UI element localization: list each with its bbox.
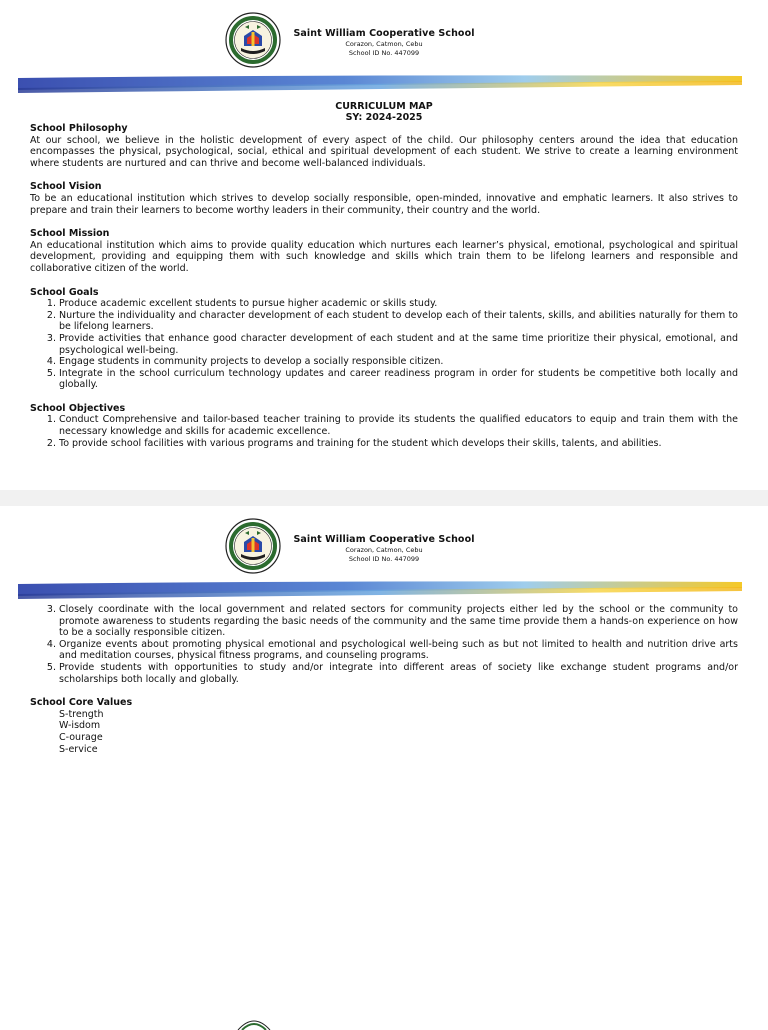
objectives-list-part-1 xyxy=(30,414,738,449)
goals-list xyxy=(30,298,738,391)
school-year: SY: 2024-2025 xyxy=(345,112,423,123)
school-address: Corazon, Catmon, Cebu xyxy=(345,40,423,48)
objectives-heading: School Objectives xyxy=(30,402,126,414)
core-values-heading: School Core Values xyxy=(30,697,133,709)
goal-item: 3. Provide activities that enhance good character development of each student and at the same time prioritize their physical, emotional, and psychological well-being. xyxy=(59,333,738,356)
core-value-item: C-ourage xyxy=(59,731,103,743)
objective-item: 3. Closely coordinate with the local government and related sectors for community projects either led by the school or the community to promote awareness to students regarding the basic needs of the community and the same time provide them a hands-on experience on how to be a socially responsible citizen. xyxy=(59,604,738,639)
school-seal-logo xyxy=(225,12,281,68)
page-header xyxy=(0,0,768,80)
goal-item: 4. Engage students in community projects to develop a socially responsible citizen. xyxy=(59,356,738,368)
school-seal-logo xyxy=(225,518,281,574)
page-separator xyxy=(0,490,768,506)
philosophy-heading: School Philosophy xyxy=(30,123,128,134)
school-identity xyxy=(280,28,488,57)
core-value-item: W-isdom xyxy=(59,720,101,732)
objective-item: 2. To provide school facilities with various programs and training for the student which develops their skills, talents, and abilities. xyxy=(59,438,738,450)
document-page-1 xyxy=(0,0,768,490)
goal-item: 5. Integrate in the school curriculum technology updates and career readiness program in order for students be competitive both locally and globally. xyxy=(59,368,738,391)
core-values-list xyxy=(59,709,738,755)
mission-text: An educational institution which aims to provide quality education which nurtures each learner’s physical, emotional, psychological and spiritual development, providing and equipping them with such knowledge and skills which train them to be lifelong learners and responsible and collaborative citizen of the world. xyxy=(30,239,738,274)
next-page-seal-logo-partial xyxy=(236,1018,272,1030)
header-banner-stripe xyxy=(18,580,742,602)
core-value-item: S-ervice xyxy=(59,743,98,755)
document-title: CURRICULUM MAP xyxy=(335,101,433,112)
vision-heading: School Vision xyxy=(30,181,102,193)
school-identity xyxy=(280,534,488,563)
school-name: Saint William Cooperative School xyxy=(293,534,475,545)
objective-item: 5. Provide students with opportunities to study and/or integrate into different areas of society like exchange student programs and/or scholarships both locally and globally. xyxy=(59,662,738,685)
document-page-2 xyxy=(0,506,768,1024)
goals-heading: School Goals xyxy=(30,286,99,298)
school-id: School ID No. 447099 xyxy=(348,555,420,563)
philosophy-text: At our school, we believe in the holistic development of every aspect of the child. Our philosophy centers around the idea that education encompasses the physical, psychological, social, ethical and spiritual development of each student. We strive to create a learning environment where students are nurtured and can thrive and become well-balanced individuals. xyxy=(30,134,738,169)
school-address: Corazon, Catmon, Cebu xyxy=(345,546,423,554)
page-1-content xyxy=(30,101,738,461)
core-value-item: S-trength xyxy=(59,708,104,720)
header-banner-stripe xyxy=(18,74,742,96)
objective-item: 1. Conduct Comprehensive and tailor-based teacher training to provide its students the qualified educators to equip and train them with the necessary knowledge and skills for academic excellence. xyxy=(59,414,738,437)
objectives-list-part-2 xyxy=(30,604,738,685)
goal-item: 1. Produce academic excellent students to pursue higher academic or skills study. xyxy=(59,298,738,310)
vision-text: To be an educational institution which strives to develop socially responsible, open-minded, innovative and emphatic learners. It also strives to prepare and train their learners to become worthy leaders in their community, their country and the world. xyxy=(30,192,738,216)
goal-item: 2. Nurture the individuality and character development of each student to develop each of their talents, skills, and abilities naturally for them to be lifelong learners. xyxy=(59,310,738,333)
school-id: School ID No. 447099 xyxy=(348,49,420,57)
mission-heading: School Mission xyxy=(30,228,110,240)
objective-item: 4. Organize events about promoting physical emotional and psychological well-being such as but not limited to health and nutrition drive arts and meditation courses, physical fitness programs, and counseling programs. xyxy=(59,639,738,662)
school-name: Saint William Cooperative School xyxy=(293,28,475,39)
page-header xyxy=(0,506,768,586)
page-2-content xyxy=(30,604,738,755)
